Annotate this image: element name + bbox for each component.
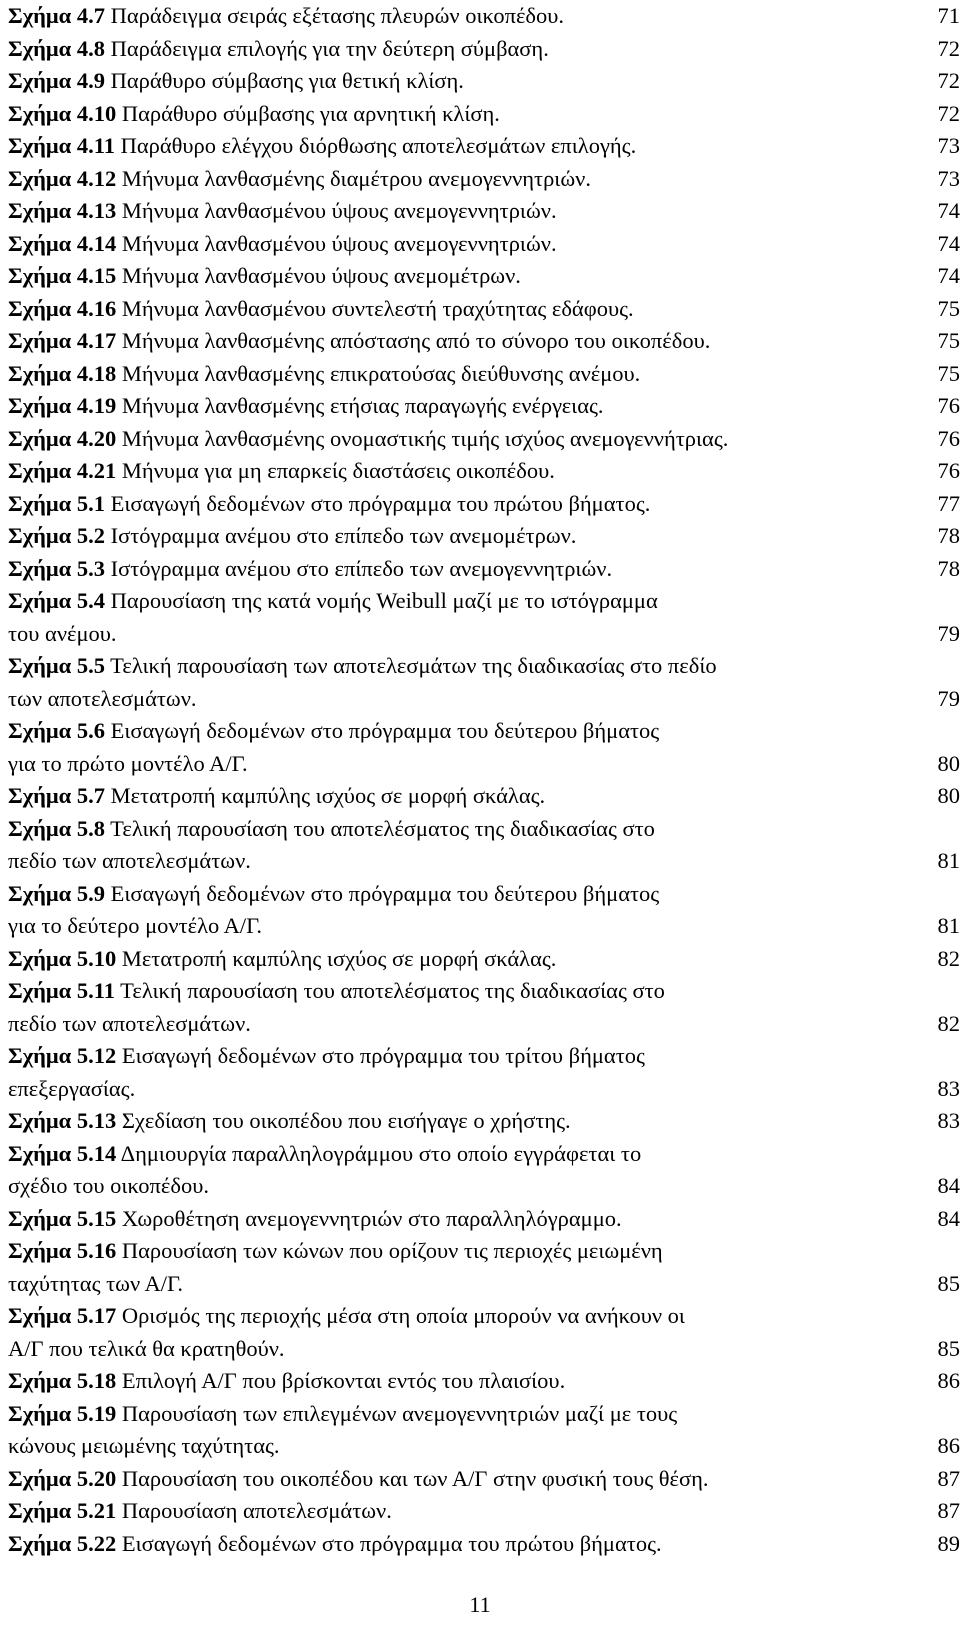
figure-entry-line: [8, 0, 960, 33]
figure-label: Σχήμα 4.20: [8, 425, 117, 451]
figure-title: Παρουσίαση της κατά νομής Weibull μαζί με το ιστόγραμμα: [110, 588, 658, 613]
figure-entry: [8, 0, 960, 33]
figure-label: Σχήμα 5.10: [8, 945, 117, 971]
figure-entry: [8, 1300, 960, 1365]
figure-title: Μήνυμα λανθασμένης ετήσιας παραγωγής ενέργειας.: [121, 393, 604, 418]
figure-label: Σχήμα 5.2: [8, 523, 105, 548]
figure-title: Τελική παρουσίαση του αποτελέσματος της διαδικασίας στο: [110, 815, 655, 841]
figure-label: Σχήμα 4.9: [8, 68, 105, 93]
figure-title: Μετατροπή καμπύλης ισχύος σε μορφή σκάλας.: [110, 783, 546, 808]
figure-entry: [8, 455, 960, 488]
figure-entry-text: [8, 293, 634, 326]
figure-label: Σχήμα 4.13: [8, 198, 117, 223]
figure-label: Σχήμα 4.16: [8, 295, 117, 321]
figure-entry: [8, 585, 960, 650]
figure-page-number: 75: [937, 295, 960, 321]
figure-page-number: 76: [937, 425, 960, 451]
figure-title: Μήνυμα για μη επαρκείς διαστάσεις οικοπέδου.: [121, 458, 555, 483]
figure-entry-continuation: [8, 845, 960, 878]
figure-page-number: 86: [937, 1368, 960, 1393]
figure-entry-text: [8, 780, 545, 813]
figure-entry-text: [8, 390, 604, 423]
figure-entry-continuation: [8, 1268, 960, 1301]
figure-entry: [8, 423, 960, 456]
figure-entry-line: [8, 780, 960, 813]
figure-label: Σχήμα 4.14: [8, 230, 117, 256]
figure-entry-line: [8, 585, 960, 618]
figure-title-continuation: πεδίο των αποτελεσμάτων.: [8, 1010, 251, 1036]
figure-entry: [8, 1040, 960, 1105]
figure-entry: [8, 325, 960, 358]
figure-entry: [8, 488, 960, 521]
figure-entry-text: [8, 650, 717, 683]
figure-title-continuation: επεξεργασίας.: [8, 1075, 136, 1101]
figure-entry-text: [8, 423, 728, 456]
figure-entry-line: [8, 163, 960, 196]
figure-entry: [8, 813, 960, 878]
figure-title-continuation: κώνους μειωμένης ταχύτητας.: [8, 1433, 280, 1458]
figure-label: Σχήμα 5.12: [8, 1043, 117, 1068]
figure-page-number: 73: [937, 133, 960, 158]
figure-title-continuation: για το πρώτο μοντέλο Α/Γ.: [8, 750, 248, 776]
figure-entry: [8, 1365, 960, 1398]
figure-entry-line: [8, 1463, 960, 1496]
figure-title-continuation: των αποτελεσμάτων.: [8, 685, 197, 711]
figure-entry-text: [8, 228, 557, 261]
figure-entry-line: [8, 520, 960, 553]
figure-entry-line: [8, 488, 960, 521]
figure-entry-text: [8, 1463, 709, 1496]
figure-page-number: 83: [937, 1075, 960, 1101]
figure-entry: [8, 1463, 960, 1496]
figure-title: Εισαγωγή δεδομένων στο πρόγραμμα του πρώτου βήματος.: [121, 1530, 662, 1556]
figure-entry-text: [8, 455, 555, 488]
figure-entry-line: [8, 1235, 960, 1268]
figure-entry-text: [8, 65, 464, 98]
figure-title-continuation: για το δεύτερο μοντέλο Α/Γ.: [8, 913, 263, 938]
figure-entry-text: [8, 553, 612, 586]
figure-label: Σχήμα 5.11: [8, 978, 115, 1003]
figure-entry-text: [8, 130, 636, 163]
figure-entry-text: [8, 1235, 663, 1268]
figure-entry-text: [8, 163, 591, 196]
figure-page-number: 79: [937, 620, 960, 646]
figure-title: Μήνυμα λανθασμένης ονομαστικής τιμής ισχύος ανεμογεννήτριας.: [121, 425, 729, 451]
figure-entry-text: [8, 325, 710, 358]
figure-label: Σχήμα 5.6: [8, 718, 105, 743]
figure-label: Σχήμα 5.18: [8, 1368, 117, 1393]
figure-entry-text: [8, 1040, 645, 1073]
figure-label: Σχήμα 5.3: [8, 555, 105, 581]
figure-entry-text: [8, 943, 556, 976]
figure-entry: [8, 130, 960, 163]
figure-entry-text: [8, 1528, 662, 1561]
figure-title: Τελική παρουσίαση του αποτελέσματος της διαδικασίας στο: [120, 978, 665, 1003]
figure-title: Μήνυμα λανθασμένης διαμέτρου ανεμογεννητριών.: [121, 165, 591, 191]
figure-entry: [8, 1528, 960, 1561]
figure-entry-line: [8, 325, 960, 358]
figure-title: Παράθυρο σύμβασης για θετική κλίση.: [110, 68, 464, 93]
figure-entry-line: [8, 650, 960, 683]
figure-label: Σχήμα 5.15: [8, 1205, 117, 1231]
figure-page-number: 71: [937, 3, 960, 28]
figure-page-number: 77: [937, 490, 960, 516]
figure-entry-line: [8, 423, 960, 456]
figure-page-number: 75: [937, 328, 960, 353]
figure-page-number: 85: [937, 1335, 960, 1361]
figure-entry-line: [8, 1300, 960, 1333]
figure-label: Σχήμα 5.7: [8, 783, 105, 808]
figure-page-number: 81: [937, 913, 960, 938]
figure-entry: [8, 650, 960, 715]
figure-entry-line: [8, 358, 960, 391]
figure-label: Σχήμα 5.4: [8, 588, 105, 613]
figure-entry-line: [8, 130, 960, 163]
figure-entry-line: [8, 293, 960, 326]
figure-entry: [8, 98, 960, 131]
figure-title: Ορισμός της περιοχής μέσα στη οποία μπορούν να ανήκουν οι: [121, 1303, 685, 1328]
figure-label: Σχήμα 5.20: [8, 1465, 117, 1491]
figure-page-number: 89: [937, 1530, 960, 1556]
figure-title-continuation: του ανέμου.: [8, 620, 117, 646]
figure-entry-text: [8, 813, 655, 846]
figure-label: Σχήμα 4.21: [8, 458, 117, 483]
figure-page-number: 81: [937, 848, 960, 873]
figure-entry-line: [8, 813, 960, 846]
page-number: 11: [469, 1592, 491, 1617]
figure-title: Παρουσίαση των κώνων που ορίζουν τις περιοχές μειωμένη: [121, 1238, 663, 1263]
figure-entry-line: [8, 1138, 960, 1171]
figure-entry-line: [8, 98, 960, 131]
figure-title: Μετατροπή καμπύλης ισχύος σε μορφή σκάλας.: [121, 945, 557, 971]
figure-entry-line: [8, 260, 960, 293]
figure-entry-text: [8, 488, 650, 521]
figure-entry-text: [8, 358, 640, 391]
figure-entry: [8, 975, 960, 1040]
figure-entry: [8, 1495, 960, 1528]
figure-page-number: 73: [937, 165, 960, 191]
figure-page-number: 78: [937, 523, 960, 548]
figure-entry-text: [8, 1105, 571, 1138]
figure-entry-line: [8, 943, 960, 976]
figure-label: Σχήμα 4.12: [8, 165, 117, 191]
figure-entry-line: [8, 1398, 960, 1431]
figure-title: Ιστόγραμμα ανέμου στο επίπεδο των ανεμομέτρων.: [110, 523, 577, 548]
figure-label: Σχήμα 4.7: [8, 3, 105, 28]
figure-entry: [8, 1138, 960, 1203]
figure-entry-line: [8, 715, 960, 748]
figure-entry: [8, 163, 960, 196]
figure-entry: [8, 878, 960, 943]
figure-label: Σχήμα 5.8: [8, 815, 105, 841]
figure-entry-text: [8, 975, 665, 1008]
figure-title: Παρουσίαση του οικοπέδου και των Α/Γ στην φυσική τους θέση.: [121, 1465, 709, 1491]
figure-title: Σχεδίαση του οικοπέδου που εισήγαγε ο χρήστης.: [121, 1108, 571, 1133]
figure-page-number: 78: [937, 555, 960, 581]
figure-title: Εισαγωγή δεδομένων στο πρόγραμμα του δεύτερου βήματος: [110, 880, 660, 906]
list-of-figures: [8, 0, 960, 1560]
figure-title: Παράθυρο σύμβασης για αρνητική κλίση.: [121, 100, 500, 126]
figure-entry: [8, 553, 960, 586]
figure-entry-continuation: [8, 1430, 960, 1463]
figure-page-number: 83: [937, 1108, 960, 1133]
figure-entry-text: [8, 0, 564, 33]
figure-title: Παράδειγμα επιλογής για την δεύτερη σύμβαση.: [110, 35, 549, 61]
figure-title: Μήνυμα λανθασμένου ύψους ανεμογεννητριών.: [121, 230, 557, 256]
figure-label: Σχήμα 4.15: [8, 263, 117, 288]
figure-page-number: 72: [937, 35, 960, 61]
figure-entry: [8, 715, 960, 780]
figure-entry-text: [8, 1398, 677, 1431]
figure-title: Μήνυμα λανθασμένης απόστασης από το σύνορο του οικοπέδου.: [121, 328, 711, 353]
figure-entry-line: [8, 1203, 960, 1236]
figure-page-number: 79: [937, 685, 960, 711]
figure-title: Εισαγωγή δεδομένων στο πρόγραμμα του δεύτερου βήματος: [110, 718, 660, 743]
figure-title: Παράδειγμα σειράς εξέτασης πλευρών οικοπέδου.: [110, 3, 565, 28]
figure-page-number: 82: [937, 945, 960, 971]
figure-entry-text: [8, 878, 659, 911]
figure-entry: [8, 780, 960, 813]
figure-page-number: 80: [937, 783, 960, 808]
figure-entry: [8, 65, 960, 98]
figure-entry: [8, 358, 960, 391]
figure-entry-continuation: [8, 1073, 960, 1106]
figure-label: Σχήμα 5.21: [8, 1498, 117, 1523]
figure-label: Σχήμα 5.1: [8, 490, 105, 516]
figure-label: Σχήμα 4.19: [8, 393, 117, 418]
figure-title: Παρουσίαση των επιλεγμένων ανεμογεννητριών μαζί με τους: [121, 1400, 678, 1426]
figure-entry-text: [8, 33, 549, 66]
figure-label: Σχήμα 5.13: [8, 1108, 117, 1133]
figure-entry-text: [8, 1138, 641, 1171]
figure-entry-continuation: [8, 1008, 960, 1041]
figure-page-number: 76: [937, 458, 960, 483]
figure-entry-line: [8, 553, 960, 586]
figure-entry-text: [8, 585, 658, 618]
figure-entry-line: [8, 1528, 960, 1561]
figure-entry-text: [8, 1203, 622, 1236]
figure-entry-line: [8, 878, 960, 911]
figure-entry-text: [8, 715, 659, 748]
figure-entry-line: [8, 1495, 960, 1528]
figure-entry-continuation: [8, 910, 960, 943]
figure-entry-line: [8, 1365, 960, 1398]
figure-title: Τελική παρουσίαση των αποτελεσμάτων της διαδικασίας στο πεδίο: [110, 653, 717, 678]
figure-page-number: 80: [937, 750, 960, 776]
figure-entry: [8, 33, 960, 66]
figure-entry-continuation: [8, 748, 960, 781]
figure-title: Εισαγωγή δεδομένων στο πρόγραμμα του πρώτου βήματος.: [110, 490, 651, 516]
figure-label: Σχήμα 5.5: [8, 653, 105, 678]
figure-entry: [8, 228, 960, 261]
figure-label: Σχήμα 5.16: [8, 1238, 117, 1263]
figure-entry: [8, 520, 960, 553]
figure-entry: [8, 1398, 960, 1463]
figure-title-continuation: Α/Γ που τελικά θα κρατηθούν.: [8, 1335, 285, 1361]
figure-title-continuation: ταχύτητας των Α/Γ.: [8, 1270, 183, 1296]
figure-label: Σχήμα 5.14: [8, 1140, 117, 1166]
figure-entry-continuation: [8, 1333, 960, 1366]
figure-entry-continuation: [8, 1170, 960, 1203]
figure-entry: [8, 943, 960, 976]
figure-title: Μήνυμα λανθασμένης επικρατούσας διεύθυνσης ανέμου.: [121, 360, 641, 386]
figure-label: Σχήμα 5.9: [8, 880, 105, 906]
figure-page-number: 87: [937, 1465, 960, 1491]
figure-entry-line: [8, 1105, 960, 1138]
figure-entry: [8, 1105, 960, 1138]
figure-label: Σχήμα 5.17: [8, 1303, 117, 1328]
figure-title: Εισαγωγή δεδομένων στο πρόγραμμα του τρίτου βήματος: [121, 1043, 645, 1068]
figure-entry: [8, 260, 960, 293]
figure-entry-text: [8, 260, 521, 293]
figure-entry-text: [8, 1365, 565, 1398]
figure-entry-text: [8, 1495, 392, 1528]
figure-page-number: 76: [937, 393, 960, 418]
figure-label: Σχήμα 4.17: [8, 328, 117, 353]
figure-entry-continuation: [8, 618, 960, 651]
figure-entry-line: [8, 33, 960, 66]
figure-title: Δημιουργία παραλληλογράμμου στο οποίο εγγράφεται το: [120, 1140, 642, 1166]
figure-title: Παράθυρο ελέγχου διόρθωσης αποτελεσμάτων επιλογής.: [120, 133, 637, 158]
figure-page-number: 82: [937, 1010, 960, 1036]
figure-entry-line: [8, 455, 960, 488]
figure-title: Ιστόγραμμα ανέμου στο επίπεδο των ανεμογεννητριών.: [110, 555, 613, 581]
figure-title-continuation: πεδίο των αποτελεσμάτων.: [8, 848, 251, 873]
figure-page-number: 85: [937, 1270, 960, 1296]
figure-label: Σχήμα 4.11: [8, 133, 115, 158]
figure-entry-line: [8, 65, 960, 98]
figure-label: Σχήμα 4.8: [8, 35, 105, 61]
figure-entry-text: [8, 98, 500, 131]
figure-entry-text: [8, 520, 576, 553]
figure-entry-text: [8, 1300, 685, 1333]
figure-page-number: 86: [937, 1433, 960, 1458]
figure-page-number: 72: [937, 100, 960, 126]
figure-entry-line: [8, 195, 960, 228]
figure-page-number: 74: [937, 198, 960, 223]
figure-entry-line: [8, 390, 960, 423]
figure-label: Σχήμα 5.19: [8, 1400, 117, 1426]
figure-page-number: 87: [937, 1498, 960, 1523]
figure-page-number: 74: [937, 263, 960, 288]
figure-title: Μήνυμα λανθασμένου ύψους ανεμομέτρων.: [121, 263, 521, 288]
figure-entry: [8, 1203, 960, 1236]
figure-entry-continuation: [8, 683, 960, 716]
figure-entry: [8, 195, 960, 228]
figure-entry-text: [8, 195, 557, 228]
figure-page-number: 74: [937, 230, 960, 256]
figure-page-number: 75: [937, 360, 960, 386]
figure-entry-line: [8, 975, 960, 1008]
figure-label: Σχήμα 4.18: [8, 360, 117, 386]
figure-entry: [8, 1235, 960, 1300]
figure-entry-line: [8, 228, 960, 261]
figure-label: Σχήμα 5.22: [8, 1530, 117, 1556]
figure-entry: [8, 390, 960, 423]
figure-title: Επιλογή Α/Γ που βρίσκονται εντός του πλαισίου.: [121, 1368, 566, 1393]
figure-title-continuation: σχέδιο του οικοπέδου.: [8, 1173, 209, 1198]
figure-entry: [8, 293, 960, 326]
figure-title: Μήνυμα λανθασμένου ύψους ανεμογεννητριών.: [121, 198, 557, 223]
figure-label: Σχήμα 4.10: [8, 100, 117, 126]
figure-title: Μήνυμα λανθασμένου συντελεστή τραχύτητας εδάφους.: [121, 295, 634, 321]
figure-title: Χωροθέτηση ανεμογεννητριών στο παραλληλόγραμμο.: [121, 1205, 622, 1231]
figure-title: Παρουσίαση αποτελεσμάτων.: [121, 1498, 392, 1523]
figure-page-number: 72: [937, 68, 960, 93]
figure-page-number: 84: [937, 1205, 960, 1231]
figure-page-number: 84: [937, 1173, 960, 1198]
figure-entry-line: [8, 1040, 960, 1073]
